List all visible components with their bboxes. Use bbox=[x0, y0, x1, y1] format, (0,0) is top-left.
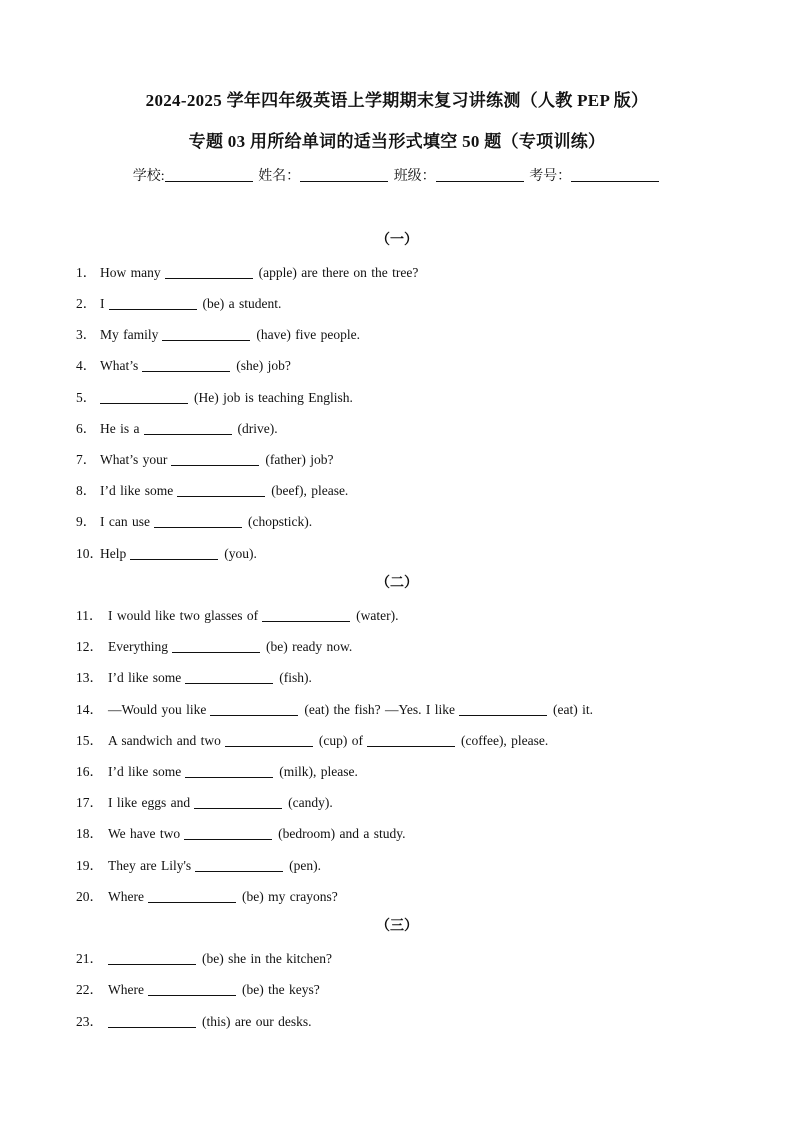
question-number: 4． bbox=[76, 358, 97, 373]
question-number: 21． bbox=[76, 951, 103, 966]
answer-blank[interactable] bbox=[194, 796, 282, 809]
question-16 bbox=[76, 760, 358, 780]
question-23 bbox=[76, 1010, 311, 1030]
question-number: 11． bbox=[76, 608, 103, 623]
question-10 bbox=[76, 542, 257, 562]
question-text: (this) are our desks. bbox=[202, 1014, 312, 1029]
question-number: 12． bbox=[76, 639, 103, 654]
question-text: How many bbox=[100, 265, 161, 280]
question-text: (cup) of bbox=[318, 733, 363, 748]
question-number: 16． bbox=[76, 764, 103, 779]
question-text: (bedroom) and a study. bbox=[278, 826, 406, 841]
answer-blank[interactable] bbox=[108, 1015, 196, 1028]
answer-blank[interactable] bbox=[154, 515, 242, 528]
answer-blank[interactable] bbox=[459, 703, 547, 716]
question-text: We have two bbox=[108, 826, 181, 841]
question-22 bbox=[76, 978, 320, 998]
page-title: 2024-2025 学年四年级英语上学期期末复习讲练测（人教 PEP 版） bbox=[145, 91, 649, 110]
exam-number-blank[interactable] bbox=[571, 167, 659, 182]
question-number: 17． bbox=[76, 795, 103, 810]
question-text: I like eggs and bbox=[108, 795, 191, 810]
question-number: 6． bbox=[76, 421, 97, 436]
question-8 bbox=[76, 479, 348, 499]
question-3 bbox=[76, 323, 360, 343]
question-text: (pen). bbox=[289, 858, 322, 873]
answer-blank[interactable] bbox=[262, 609, 350, 622]
name-label: 姓名： bbox=[258, 169, 301, 184]
question-number: 3． bbox=[76, 327, 97, 342]
question-number: 14． bbox=[76, 702, 103, 717]
answer-blank[interactable] bbox=[225, 734, 313, 747]
school-blank[interactable] bbox=[165, 167, 253, 182]
question-text: (be) the keys? bbox=[241, 982, 320, 997]
question-18 bbox=[76, 822, 405, 842]
answer-blank[interactable] bbox=[195, 859, 283, 872]
question-number: 10． bbox=[76, 546, 103, 561]
answer-blank[interactable] bbox=[144, 422, 232, 435]
question-text: (be) she in the kitchen? bbox=[202, 951, 332, 966]
question-5 bbox=[76, 386, 353, 406]
school-label: 学校: bbox=[132, 169, 165, 184]
question-text: (eat) the fish? —Yes. I like bbox=[304, 702, 455, 717]
answer-blank[interactable] bbox=[130, 547, 218, 560]
question-text: (be) ready now. bbox=[266, 639, 353, 654]
section-heading-2: （二） bbox=[376, 576, 418, 591]
question-text: (milk), please. bbox=[279, 764, 358, 779]
question-text: What’s bbox=[100, 358, 139, 373]
answer-blank[interactable] bbox=[148, 983, 236, 996]
question-text: (water). bbox=[356, 608, 399, 623]
question-text: (be) a student. bbox=[202, 296, 282, 311]
question-text: (chopstick). bbox=[247, 514, 313, 529]
question-number: 1． bbox=[76, 265, 97, 280]
answer-blank[interactable] bbox=[108, 952, 196, 965]
question-text: (drive). bbox=[237, 421, 278, 436]
question-text: Everything bbox=[108, 639, 168, 654]
question-19 bbox=[76, 854, 321, 874]
class-label: 班级： bbox=[393, 169, 436, 184]
question-text: He is a bbox=[100, 421, 140, 436]
question-text: (beef), please. bbox=[271, 483, 349, 498]
question-11 bbox=[76, 604, 398, 624]
question-number: 8． bbox=[76, 483, 97, 498]
answer-blank[interactable] bbox=[148, 890, 236, 903]
question-text: (fish). bbox=[279, 670, 312, 685]
question-text: (father) job? bbox=[265, 452, 334, 467]
question-number: 20． bbox=[76, 889, 103, 904]
question-text: I would like two glasses of bbox=[108, 608, 259, 623]
answer-blank[interactable] bbox=[185, 765, 273, 778]
question-number: 9． bbox=[76, 514, 97, 529]
question-number: 19． bbox=[76, 858, 103, 873]
student-info-row bbox=[0, 165, 794, 185]
question-2 bbox=[76, 292, 281, 312]
question-number: 22． bbox=[76, 982, 103, 997]
section-heading-1: （一） bbox=[376, 233, 418, 248]
section-heading-3: （三） bbox=[376, 919, 418, 934]
question-21 bbox=[76, 947, 332, 967]
answer-blank[interactable] bbox=[367, 734, 455, 747]
question-20 bbox=[76, 885, 338, 905]
question-13 bbox=[76, 666, 312, 686]
question-text: Help bbox=[100, 546, 127, 561]
question-text: They are Lily's bbox=[108, 858, 192, 873]
question-text: Where bbox=[108, 889, 144, 904]
question-text: Where bbox=[108, 982, 144, 997]
question-text: (He) job is teaching English. bbox=[194, 390, 353, 405]
question-text: (be) my crayons? bbox=[241, 889, 338, 904]
question-number: 5． bbox=[76, 390, 97, 405]
answer-blank[interactable] bbox=[171, 453, 259, 466]
question-12 bbox=[76, 635, 352, 655]
question-text: I bbox=[100, 296, 105, 311]
class-blank[interactable] bbox=[436, 167, 524, 182]
question-17 bbox=[76, 791, 333, 811]
question-7 bbox=[76, 448, 333, 468]
question-9 bbox=[76, 510, 312, 530]
question-text: —Would you like bbox=[108, 702, 207, 717]
answer-blank[interactable] bbox=[185, 671, 273, 684]
question-text: I’d like some bbox=[108, 670, 182, 685]
name-blank[interactable] bbox=[300, 167, 388, 182]
question-number: 15． bbox=[76, 733, 103, 748]
question-text: (you). bbox=[224, 546, 257, 561]
question-text: (apple) are there on the tree? bbox=[258, 265, 419, 280]
question-number: 13． bbox=[76, 670, 103, 685]
question-14 bbox=[76, 698, 593, 718]
question-15 bbox=[76, 729, 548, 749]
answer-blank[interactable] bbox=[109, 297, 197, 310]
question-text: I’d like some bbox=[100, 483, 174, 498]
question-text: (candy). bbox=[288, 795, 333, 810]
answer-blank[interactable] bbox=[142, 359, 230, 372]
question-number: 2． bbox=[76, 296, 97, 311]
question-text: I’d like some bbox=[108, 764, 182, 779]
question-1 bbox=[76, 261, 418, 281]
page-subtitle: 专题 03 用所给单词的适当形式填空 50 题（专项训练） bbox=[188, 132, 606, 151]
question-number: 23． bbox=[76, 1014, 103, 1029]
answer-blank[interactable] bbox=[177, 484, 265, 497]
question-number: 18． bbox=[76, 826, 103, 841]
question-text: I can use bbox=[100, 514, 150, 529]
question-4 bbox=[76, 354, 291, 374]
question-text: (eat) it. bbox=[553, 702, 593, 717]
answer-blank[interactable] bbox=[210, 703, 298, 716]
exam-number-label: 考号： bbox=[529, 169, 572, 184]
question-text: (she) job? bbox=[236, 358, 291, 373]
question-text: What’s your bbox=[100, 452, 168, 467]
question-text: My family bbox=[100, 327, 159, 342]
answer-blank[interactable] bbox=[100, 391, 188, 404]
question-text: (coffee), please. bbox=[460, 733, 549, 748]
question-number: 7． bbox=[76, 452, 97, 467]
question-text: (have) five people. bbox=[256, 327, 360, 342]
answer-blank[interactable] bbox=[165, 266, 253, 279]
question-text: A sandwich and two bbox=[108, 733, 221, 748]
question-6 bbox=[76, 417, 278, 437]
answer-blank[interactable] bbox=[162, 328, 250, 341]
answer-blank[interactable] bbox=[172, 640, 260, 653]
answer-blank[interactable] bbox=[184, 827, 272, 840]
